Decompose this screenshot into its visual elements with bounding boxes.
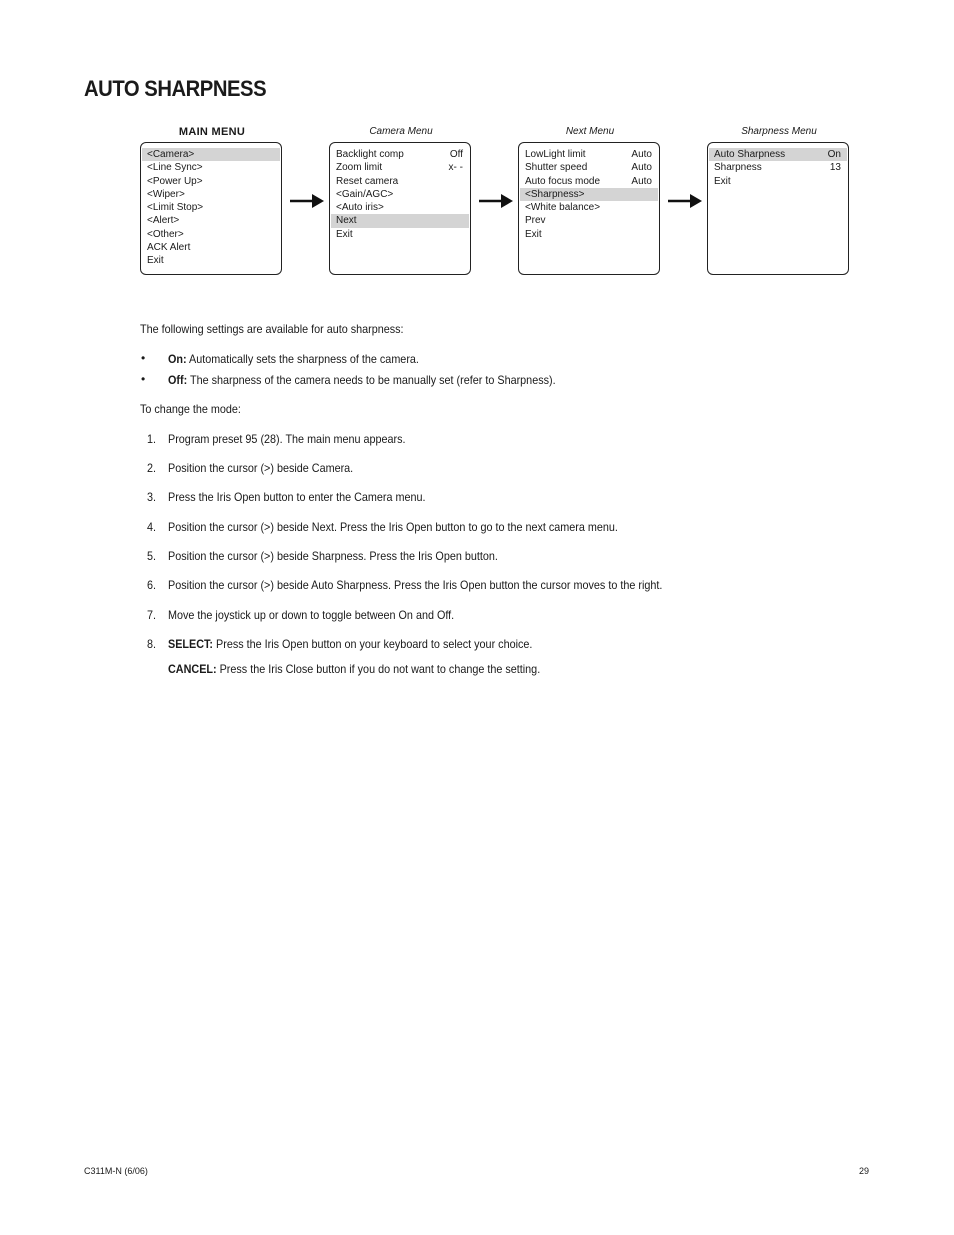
menu-item xyxy=(331,188,469,201)
step-number: 8. xyxy=(147,637,157,651)
bullet-icon: • xyxy=(141,372,146,386)
step-number: 3. xyxy=(147,490,157,504)
option-on xyxy=(168,352,419,366)
option-term: Off: xyxy=(168,373,188,387)
step-desc: Position the cursor (>) beside Sharpness. Press the Iris Open button. xyxy=(168,549,498,563)
step-desc: Press the Iris Open button to enter the Camera menu. xyxy=(168,490,426,504)
footer-doc-id: C311M-N (6/06) xyxy=(84,1166,148,1176)
menu-item xyxy=(331,161,469,174)
menu-item xyxy=(520,214,658,227)
step-text xyxy=(168,490,426,504)
step-desc: Program preset 95 (28). The main menu appears. xyxy=(168,432,406,446)
menu-item xyxy=(142,254,280,267)
menu-item-label: ACK Alert xyxy=(147,242,191,254)
menu-item-label: Sharpness xyxy=(714,162,762,174)
menu-item-label: LowLight limit xyxy=(525,149,586,160)
menu-item xyxy=(520,228,658,241)
step-desc: Move the joystick up or down to toggle between On and Off. xyxy=(168,608,455,622)
next-menu-caption: Next Menu xyxy=(565,126,615,137)
menu-item-value: x- - xyxy=(448,162,463,174)
menu-item xyxy=(142,161,280,174)
menu-item xyxy=(142,188,280,201)
step-term: SELECT: xyxy=(168,637,214,651)
step-number: 2. xyxy=(147,461,157,475)
step-desc: Position the cursor (>) beside Auto Sharpness. Press the Iris Open button the cursor moves to the right. xyxy=(168,578,663,592)
menu-item-label: <Other> xyxy=(147,228,184,240)
menu-item-label: <Power Up> xyxy=(147,175,203,187)
menu-item xyxy=(709,161,847,174)
step-number: 1. xyxy=(147,432,157,446)
main-menu-caption: MAIN MENU xyxy=(178,126,246,138)
camera-menu-box xyxy=(329,142,471,275)
menu-item-value: Auto xyxy=(631,175,652,187)
step-number: 5. xyxy=(147,549,157,563)
camera-menu-caption: Camera Menu xyxy=(369,126,433,137)
footer-page-number: 29 xyxy=(859,1166,870,1176)
step-number: 7. xyxy=(147,608,157,622)
menu-item xyxy=(520,175,658,188)
menu-item-label: <Line Sync> xyxy=(147,162,203,174)
step-desc: Press the Iris Open button on your keyboard to select your choice. xyxy=(213,637,533,651)
cancel-term: CANCEL: xyxy=(168,662,217,676)
menu-item xyxy=(142,241,280,254)
option-desc: Automatically sets the sharpness of the camera. xyxy=(186,352,419,366)
option-desc: The sharpness of the camera needs to be manually set (refer to Sharpness). xyxy=(187,373,556,387)
menu-item-label: <White balance> xyxy=(525,202,601,214)
menu-item xyxy=(331,228,469,241)
step-text xyxy=(168,608,454,622)
menu-item xyxy=(142,148,280,161)
arrow-right-icon xyxy=(479,194,513,208)
step-text xyxy=(168,432,406,446)
menu-item xyxy=(142,228,280,241)
menu-item xyxy=(331,214,469,227)
menu-item-value: Off xyxy=(449,149,463,160)
menu-item-label: <Sharpness> xyxy=(525,188,585,200)
menu-item-label: <Camera> xyxy=(147,149,195,160)
change-intro-text: To change the mode: xyxy=(140,402,241,416)
step-number: 6. xyxy=(147,578,157,592)
menu-item xyxy=(709,175,847,188)
menu-item-label: Prev xyxy=(525,215,546,227)
menu-item xyxy=(331,175,469,188)
menu-item-label: Exit xyxy=(525,228,542,240)
option-term: On: xyxy=(168,352,187,366)
menu-item-label: Zoom limit xyxy=(336,162,383,174)
menu-item-label: Backlight comp xyxy=(336,149,404,160)
menu-item-label: <Gain/AGC> xyxy=(336,188,394,200)
menu-item-label: Exit xyxy=(714,175,731,187)
sharpness-menu-caption: Sharpness Menu xyxy=(741,126,817,137)
main-menu-box xyxy=(140,142,282,275)
menu-item xyxy=(520,161,658,174)
menu-item xyxy=(142,175,280,188)
step-text xyxy=(168,520,618,534)
arrow-right-icon xyxy=(290,194,324,208)
menu-item xyxy=(331,148,469,161)
sharpness-menu-box xyxy=(707,142,849,275)
menu-item xyxy=(331,201,469,214)
cancel-desc: Press the Iris Close button if you do not want to change the setting. xyxy=(216,662,541,676)
step-text xyxy=(168,578,662,592)
option-off xyxy=(168,373,556,387)
menu-item-value: Auto xyxy=(631,149,652,160)
menu-item xyxy=(709,148,847,161)
menu-item-label: <Alert> xyxy=(147,215,180,227)
step-text xyxy=(168,461,353,475)
bullet-icon: • xyxy=(141,351,146,365)
menu-item-value: Auto xyxy=(631,162,652,174)
step-desc: Position the cursor (>) beside Next. Press the Iris Open button to go to the next camera menu. xyxy=(168,520,618,534)
intro-text: The following settings are available for auto sharpness: xyxy=(140,322,404,336)
menu-item-label: <Auto iris> xyxy=(336,202,384,214)
menu-item-label: Auto Sharpness xyxy=(714,149,786,160)
menu-item xyxy=(142,214,280,227)
menu-item-label: <Limit Stop> xyxy=(147,202,204,214)
step-text xyxy=(168,549,498,563)
menu-item-label: Shutter speed xyxy=(525,162,588,174)
menu-item-label: Exit xyxy=(147,255,164,267)
menu-item-label: Exit xyxy=(336,228,353,240)
cancel-line xyxy=(168,662,540,676)
menu-item-value: 13 xyxy=(829,162,841,174)
menu-item xyxy=(142,201,280,214)
page-title: AUTO SHARPNESS xyxy=(84,76,267,101)
menu-item-value: On xyxy=(827,149,841,160)
step-number: 4. xyxy=(147,520,157,534)
menu-item xyxy=(520,188,658,201)
menu-item xyxy=(520,201,658,214)
menu-item xyxy=(520,148,658,161)
menu-item-label: Next xyxy=(336,215,357,227)
step-desc: Position the cursor (>) beside Camera. xyxy=(168,461,354,475)
next-menu-box xyxy=(518,142,660,275)
step-text xyxy=(168,637,532,651)
menu-item-label: <Wiper> xyxy=(147,188,185,200)
arrow-right-icon xyxy=(668,194,702,208)
menu-item-label: Reset camera xyxy=(336,175,399,187)
menu-item-label: Auto focus mode xyxy=(525,175,601,187)
